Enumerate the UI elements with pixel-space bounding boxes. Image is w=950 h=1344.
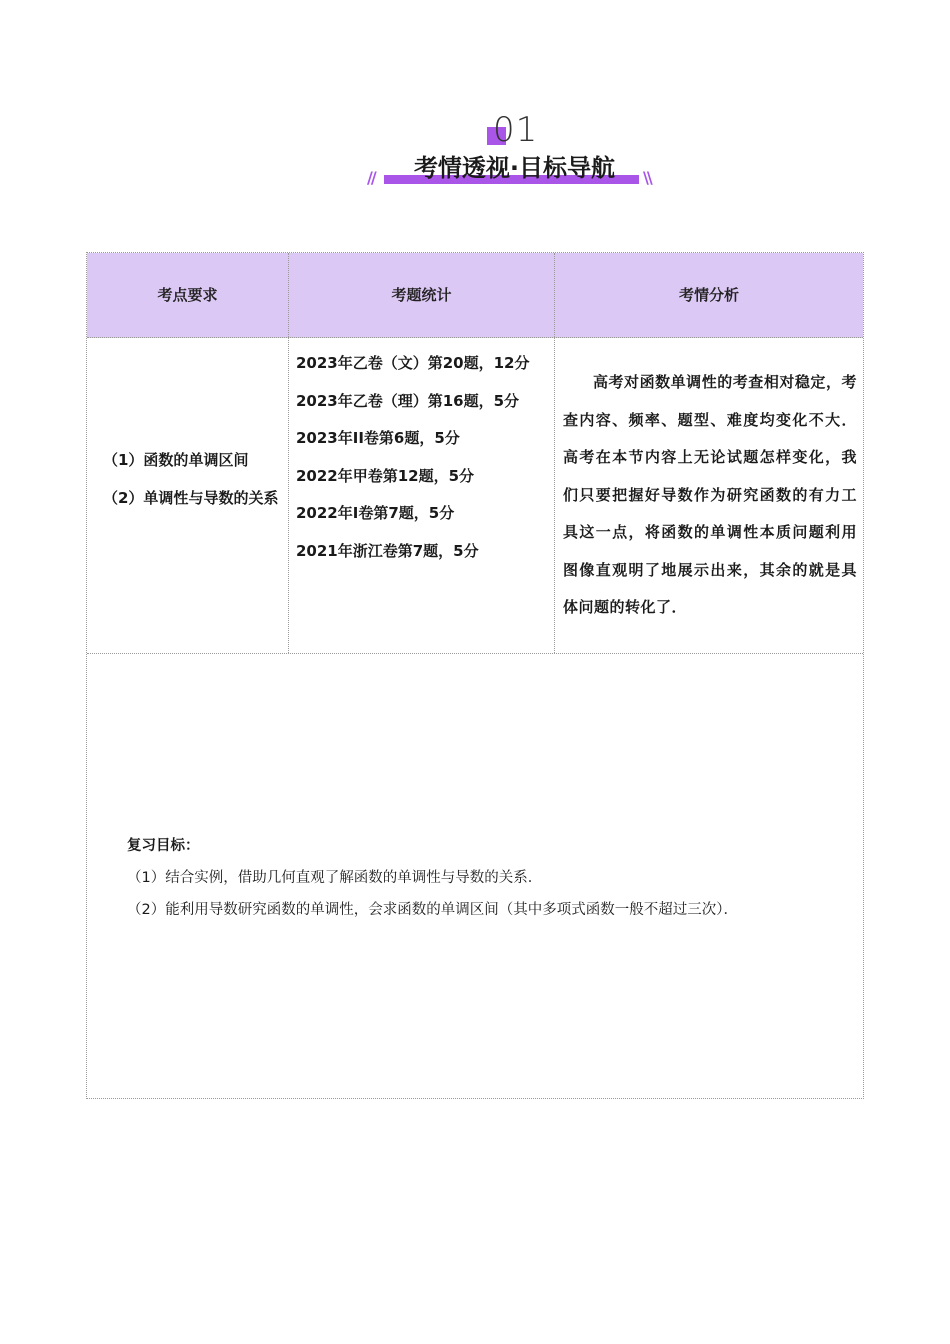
section-title: 考情透视·目标导航 [413, 154, 616, 182]
goal-item: （2）能利用导数研究函数的单调性，会求函数的单调区间（其中多项式函数一般不超过三次）． [127, 902, 738, 918]
stat-item: 2022年I卷第7题，5分 [296, 504, 455, 522]
goal-item: （1）结合实例，借助几何直观了解函数的单调性与导数的关系． [127, 870, 543, 886]
review-goals [127, 830, 847, 926]
table-body-row [87, 338, 863, 654]
exam-analysis-table [86, 252, 864, 1099]
decorative-slash-right: \\ [643, 168, 651, 187]
requirement-item: （1）函数的单调区间 [103, 451, 249, 469]
stat-item: 2022年甲卷第12题，5分 [296, 466, 475, 485]
stat-item: 2023年乙卷（文）第20题，12分 [296, 354, 530, 372]
section-header [0, 108, 950, 198]
stat-item: 2021年浙江卷第7题，5分 [296, 541, 479, 560]
statistics-cell [296, 345, 551, 570]
table-header-row [87, 253, 863, 338]
decorative-slash-left: // [367, 168, 375, 187]
requirement-item: （2）单调性与导数的关系 [103, 489, 279, 507]
header-analysis: 考情分析 [678, 286, 739, 304]
stat-item: 2023年II卷第6题，5分 [296, 429, 460, 447]
header-statistics: 考题统计 [391, 286, 452, 304]
requirements-cell [95, 441, 285, 517]
analysis-cell: 高考对函数单调性的考查相对稳定，考查内容、频率、题型、难度均变化不大．高考在本节内容上无论试题怎样变化，我们只要把握好导数作为研究函数的有力工具这一点，将函数的单调性本质问题利用图像直观明了地展示出来，其余的就是具体问题的转化了． [563, 373, 857, 616]
section-number: 01 [493, 110, 539, 150]
stat-item: 2023年乙卷（理）第16题，5分 [296, 391, 520, 410]
review-goals-title: 复习目标： [127, 838, 200, 854]
header-requirements: 考点要求 [157, 286, 218, 304]
